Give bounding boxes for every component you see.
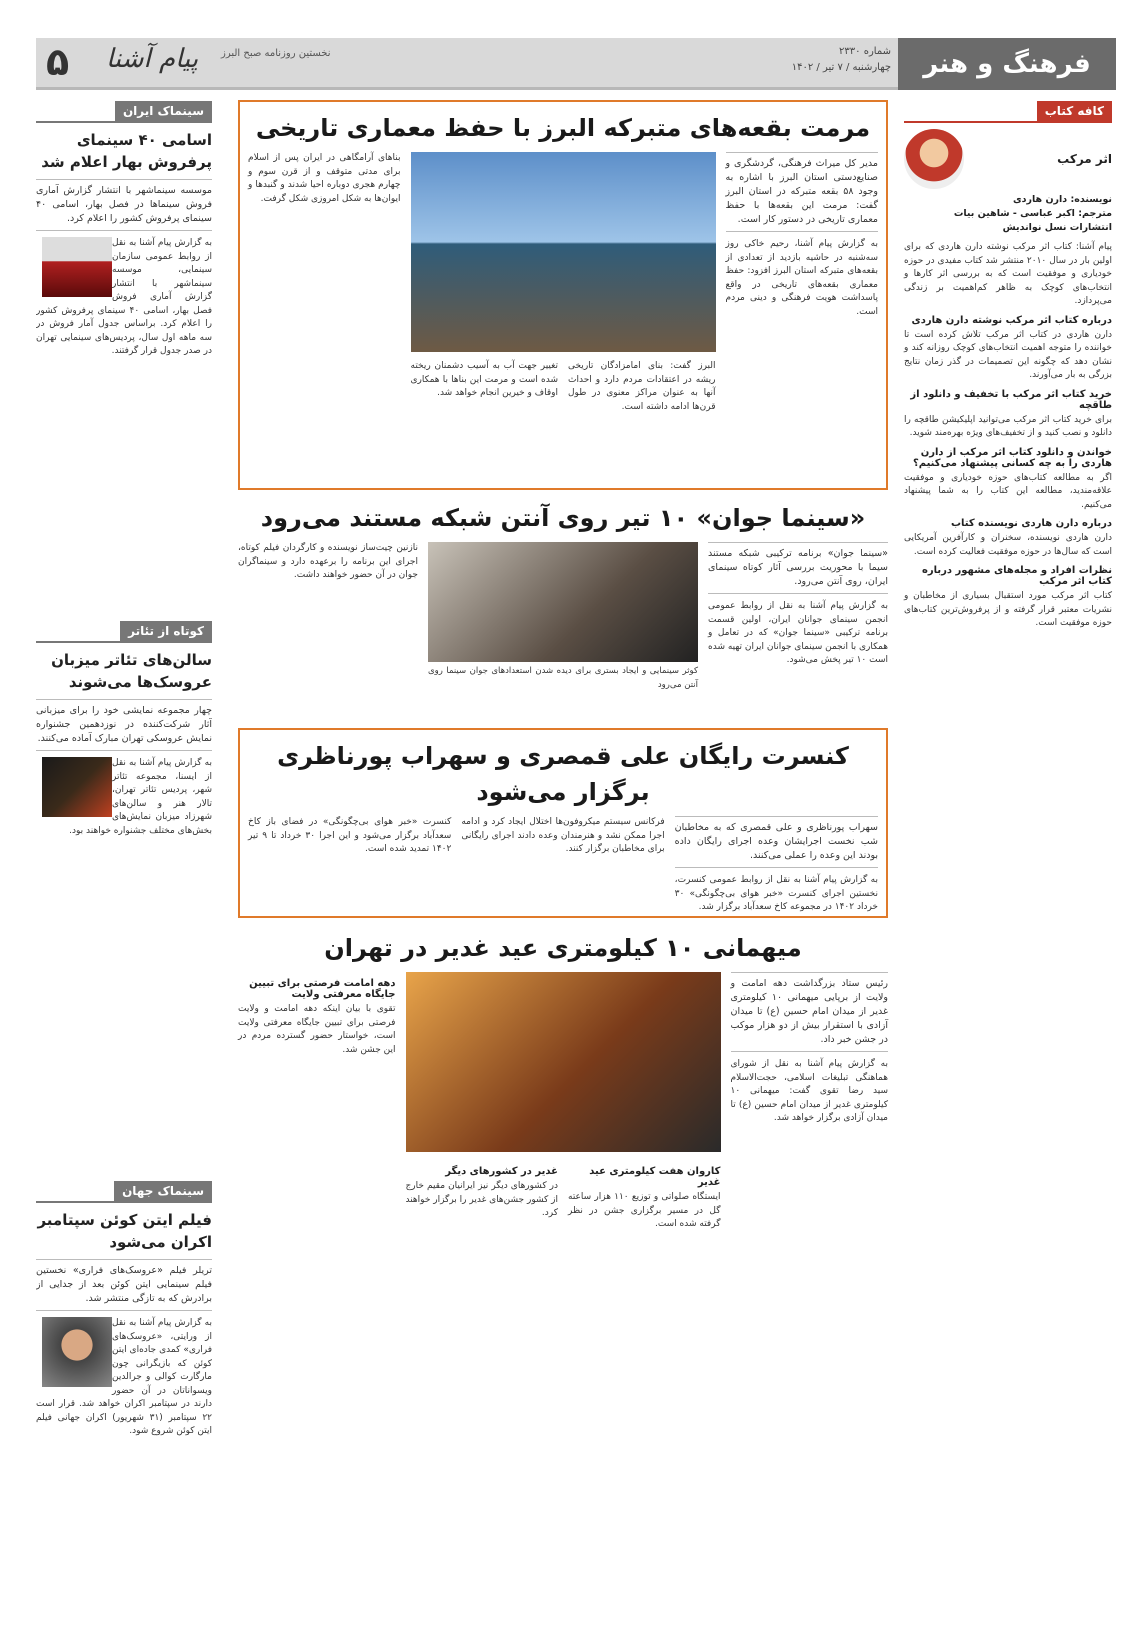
issue-number: شماره ۲۳۳۰ <box>839 46 891 57</box>
article-ghadir-subhead-3: غدیر در کشورهای دیگر <box>445 1166 558 1177</box>
article-shrines-lead: مدیر کل میراث فرهنگی، گردشگری و صنایع‌دستی استان البرز با اشاره به وجود ۵۸ بقعه متبرکه در استان البرز گفت: مرمت این بقعه‌ها با حفظ معماری تاریخی در دستور کار است. <box>726 152 879 232</box>
main-column <box>222 100 892 1620</box>
article-shrines-headline: مرمت بقعه‌های متبرکه البرز با حفظ معماری تاریخی <box>255 114 871 142</box>
book-cafe-column <box>904 100 1112 1620</box>
article-ghadir-body-2: ایستگاه صلواتی و توزیع ۱۱۰ هزار ساعته گل در مسیر برگزاری جشن در نظر گرفته شده است. <box>568 1192 721 1229</box>
book-intro: پیام آشنا: کتاب اثر مرکب نوشته دارن هاردی که برای اولین بار در سال ۲۰۱۰ منتشر شد کتاب مفیدی در حوزه خودیاری و موفقیت است که به بررسی اثر کارها و انتخاب‌های کوچک به ظاهر کم‌اهمیت بر زندگی می‌پردازد. <box>904 242 1112 306</box>
article-ghadir-headline: میهمانی ۱۰ کیلومتری عید غدیر در تهران <box>324 934 802 962</box>
article-young-cinema-headline: «سینما جوان» ۱۰ تیر روی آنتن شبکه مستند می‌رود <box>260 504 866 532</box>
cinema-iran-lead: موسسه سینماشهر با انتشار گزارش آماری فروش سینماها در فصل بهار، اسامی ۴۰ سینمای پرفروش کشور را اعلام کرد. <box>36 179 212 231</box>
film-set-caption: کوثر سینمایی و ایجاد بستری برای دیده شدن استعدادهای جوان سینما روی آنتن می‌رود <box>428 666 698 690</box>
cinema-hall-photo <box>42 237 112 297</box>
book-title: اثر مرکب <box>1057 152 1112 166</box>
world-cinema-headline: فیلم ایتن کوئن سپتامبر اکران می‌شود <box>37 1211 212 1251</box>
world-cinema-tab: سینماک جهان <box>114 1181 212 1201</box>
article-free-concert-headline: کنسرت رایگان علی قمصری و سهراب پورناظری برگزار می‌شود <box>277 742 849 806</box>
article-shrines <box>238 100 888 490</box>
theater-tab: کوتاه از تئاتر <box>120 621 212 641</box>
article-shrines-body-1: به گزارش پیام آشنا، رحیم خاکی روز سه‌شنبه در حاشیه بازدید از تعدادی از بقعه‌های متبرکه استان البرز افزود: حفظ معماری بقعه‌های تاریخی در واقع پاسداشت هویت فرهنگی و دینی مردم است. <box>725 239 878 317</box>
article-ghadir <box>238 930 888 1620</box>
theater-body: به گزارش پیام آشنا به نقل از ایسنا، مجموعه تئاتر شهر، پردیس تئاتر تهران، تالار هنر و سالن‌های شهرزاد میزبان نمایش‌های بخش‌های مختلف جشنواره خواهند بود. <box>69 758 212 836</box>
article-ghadir-body-3: تقوی با بیان اینکه دهه امامت و ولایت فرصتی برای تبیین جایگاه معرفتی ولایت است، خواستار حضور گسترده مردم در این جشن شد. <box>238 1004 396 1055</box>
article-shrines-body-2: البرز گفت: بنای امامزادگان تاریخی ریشه در اعتقادات مردم دارد و احداث آنها به عنوان مراکز معنوی در طول قرن‌ها ادامه داشته است. <box>568 361 716 412</box>
issue-info <box>792 44 891 76</box>
book-paragraph-1: دارن هاردی در کتاب اثر مرکب تلاش کرده است تا خواننده را متوجه اهمیت انتخاب‌های کوچک روزانه کند و نشان دهد که چگونه این تصمیمات در گذر زمان نتایج بزرگی به بار می‌آورند. <box>904 329 1112 380</box>
article-ghadir-body-1: به گزارش پیام آشنا به نقل از شورای هماهنگی تبلیغات اسلامی، حجت‌الاسلام سید رضا تقوی گفت: میهمانی ۱۰ کیلومتری غدیر از میدان امام حسین (ع) تا میدان آزادی برگزار خواهد شد. <box>730 1059 888 1123</box>
page-number: ۵ <box>46 40 70 84</box>
book-paragraph-4: دارن هاردی نویسنده، سخنران و کارآفرین آمریکایی است که سال‌ها در حوزه موفقیت فعالیت کرده است. <box>904 533 1112 557</box>
article-shrines-body-3: بناهای آرامگاهی در ایران پس از اسلام برای مدتی متوقف و از قرن سوم و چهارم هجری دوباره احیا شدند و گنبدها و ایوان‌ها به شکل امروزی شکل گرفت. <box>248 153 401 204</box>
article-young-cinema-lead: «سینما جوان» برنامه ترکیبی شبکه مستند سیما با محوریت بررسی آثار کوتاه سینمای ایران، روی آنتن می‌رود. <box>708 542 888 594</box>
book-subhead-5: نظرات افراد و مجله‌های مشهور درباره کتاب اثر مرکب <box>921 565 1112 587</box>
article-free-concert-lead: سهراب پورناظری و علی قمصری که به مخاطبان شب نخست اجرایشان وعده اجرای رایگان داده بودند این وعده را عملی می‌کنند. <box>675 816 878 868</box>
puppet-show-photo <box>42 757 112 817</box>
cinema-iran-headline: اسامی ۴۰ سینمای پرفروش بهار اعلام شد <box>41 131 212 171</box>
world-cinema-section <box>36 1180 212 1620</box>
cinema-iran-section <box>36 100 212 610</box>
book-subhead-3: خواندن و دانلود کتاب اثر مرکب از دارن هاردی را به چه کسانی پیشنهاد می‌کنیم؟ <box>912 446 1112 469</box>
cinema-iran-body: به گزارش پیام آشنا به نقل از روابط عمومی سازمان سینمایی، موسسه سینماشهر با انتشار گزارش آماری فروش فصل بهار، اسامی ۴۰ سینمای پرفروش کشور را اعلام کرد. براساس جدول آمار فروش در سه ماهه اول سال، پردیس‌های سینمایی تهران در صدر جدول قرار گرفتند. <box>36 238 212 356</box>
issue-date: چهارشنبه / ۷ تیر / ۱۴۰۲ <box>791 62 891 73</box>
section-title: فرهنگ و هنر <box>898 38 1116 90</box>
shrine-dome-photo <box>411 152 716 352</box>
article-young-cinema <box>238 500 888 720</box>
book-credits: نویسنده: دارن هاردی مترجم: اکبر عباسی - شاهین بیات انتشارات نسل نواندیش <box>953 194 1112 233</box>
left-column <box>36 100 212 1620</box>
book-paragraph-3: اگر به مطالعه کتاب‌های حوزه خودیاری و موفقیت علاقه‌مندید، مطالعه این کتاب را به شما پیشنهاد می‌کنیم. <box>904 472 1112 510</box>
book-header <box>904 129 1112 189</box>
film-set-photo <box>428 542 698 662</box>
theater-section <box>36 620 212 1170</box>
article-ghadir-subhead-1: کاروان هفت کیلومتری عید غدیر <box>589 1166 721 1188</box>
article-ghadir-subhead-2: دهه امامت فرصتی برای تبیین جایگاه معرفتی ولایت <box>249 978 396 1000</box>
paper-slogan: نخستین روزنامه صبح البرز <box>221 48 331 59</box>
article-shrines-body-4: تغییر جهت آب به آسیب دشمنان ریخته شده است و مرمت این بناها با همکاری اوقاف و خیرین انجام خواهد شد. <box>410 361 558 398</box>
book-subhead-1: درباره کتاب اثر مرکب نوشته دارن هاردی <box>911 314 1112 326</box>
article-young-cinema-body-1: به گزارش پیام آشنا به نقل از روابط عمومی انجمن سینمای جوانان ایران، اولین قسمت برنامه ترکیبی «سینما جوان» که در تعامل و همکاری با انجمن سینمای جوانان ایران تهیه شده است ۱۰ تیر پخش می‌شود. <box>708 601 888 665</box>
article-young-cinema-body-2: نازنین چیت‌ساز نویسنده و کارگردان فیلم کوتاه، اجرای این برنامه را برعهده دارد و سینماگران جوان در آن حضور خواهند داشت. <box>238 543 418 580</box>
article-free-concert-body-1: به گزارش پیام آشنا به نقل از روابط عمومی کنسرت، نخستین اجرای کنسرت «خبر هوای بی‌چگونگی» ۳۰ خرداد ۱۴۰۲ در مجموعه کاخ سعدآباد برگزار شد. <box>674 875 878 912</box>
article-ghadir-body-4: در کشورهای دیگر نیز ایرانیان مقیم خارج از کشور جشن‌های غدیر را برگزار خواهند کرد. <box>405 1181 558 1218</box>
world-cinema-lead: تریلر فیلم «عروسک‌های فراری» نخستین فیلم سینمایی ایتن کوئن بعد از جدایی از برادرش که به تازگی منتشر شد. <box>36 1259 212 1311</box>
book-cover-image <box>904 129 964 189</box>
ghadir-cooking-photo <box>406 972 721 1152</box>
book-subhead-4: درباره دارن هاردی نویسنده کتاب <box>951 518 1112 529</box>
theater-headline: سالن‌های تئاتر میزبان عروسک‌ها می‌شوند <box>51 651 212 691</box>
director-portrait-photo <box>42 1317 112 1387</box>
cinema-iran-tab: سینماک ایران <box>115 101 212 121</box>
article-free-concert-body-3: کنسرت «خبر هوای بی‌چگونگی» در فضای باز کاخ سعدآباد برگزار می‌شود و این اجرا ۳۰ خرداد تا ۹ تیر ۱۴۰۲ تمدید شده است. <box>248 817 452 854</box>
book-paragraph-2: برای خرید کتاب اثر مرکب می‌توانید اپلیکیشن طاقچه را دانلود و نصب کنید و از تخفیف‌های ویژه بهره‌مند شوید. <box>904 414 1112 438</box>
paper-logo: پیام آشنا <box>106 44 199 74</box>
book-cafe-tab-row <box>904 100 1112 123</box>
article-free-concert-body-2: فرکانس سیستم میکروفون‌ها اختلال ایجاد کرد و ادامه اجرا ممکن نشد و هنرمندان وعده دادند اجرای رایگانی برای مخاطبان برگزار کنند. <box>461 817 665 854</box>
masthead <box>36 38 1116 90</box>
book-cafe-tab: کافه کتاب <box>1037 101 1112 121</box>
article-free-concert <box>238 728 888 918</box>
article-ghadir-lead: رئیس ستاد بزرگداشت دهه امامت و ولایت از برپایی میهمانی ۱۰ کیلومتری غدیر از میدان امام حسین (ع) تا میدان آزادی با استقرار بیش از دو هزار موکب در جشن خبر داد. <box>731 972 889 1052</box>
book-subhead-2: خرید کتاب اثر مرکب با تخفیف و دانلود از طاقچه <box>910 388 1112 411</box>
book-paragraph-5: کتاب اثر مرکب مورد استقبال بسیاری از مخاطبان و نشریات معتبر قرار گرفته و از پرفروش‌ترین کتاب‌های حوزه موفقیت است. <box>904 591 1112 628</box>
world-cinema-body: به گزارش پیام آشنا به نقل از ورایتی، «عروسک‌های فراری» کمدی جاده‌ای ایتن کوئن که بازیگرانی چون مارگارت کوالی و جرالدین ویسواناتان در آن حضور دارند در سپتامبر اکران خواهد شد. قرار است ۲۲ سپتامبر (۳۱ شهریور) اکران جهانی فیلم ایتن کوئن شروع شود. <box>36 1318 212 1436</box>
theater-lead: چهار مجموعه نمایشی خود را برای میزبانی آثار شرکت‌کننده در نوزدهمین جشنواره نمایش عروسکی تهران مبارک آماده می‌کنند. <box>36 699 212 751</box>
